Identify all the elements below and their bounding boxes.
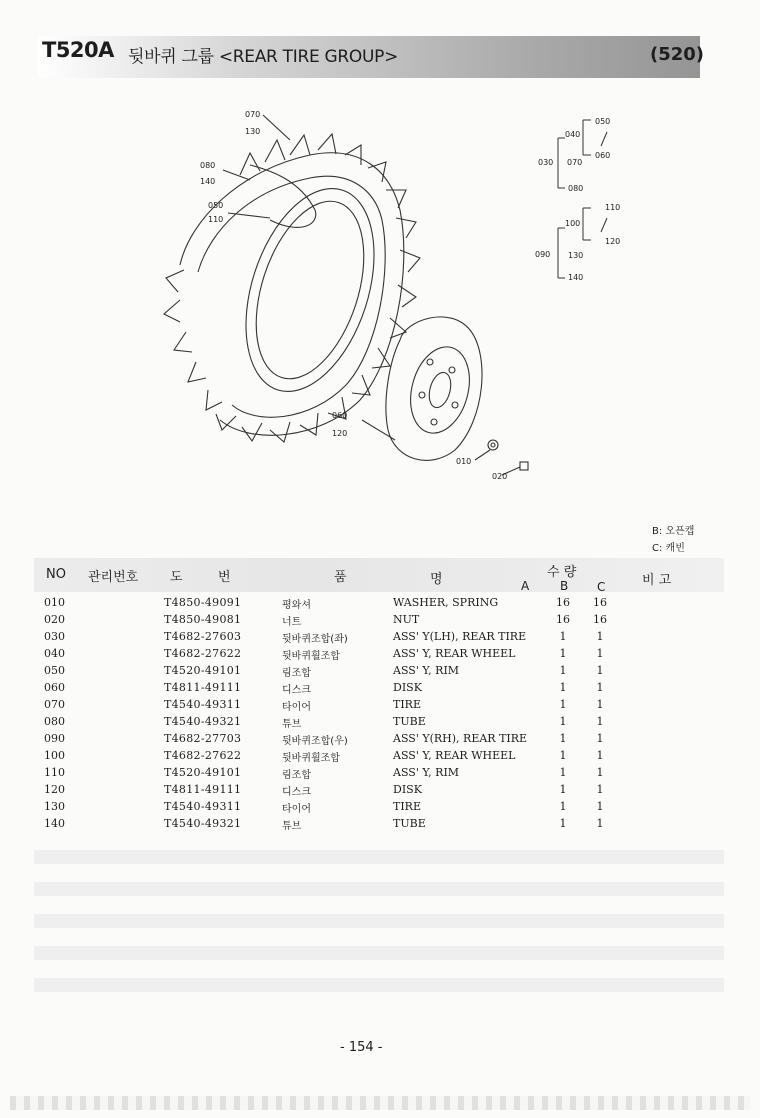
cell-qty-b: 16 [556, 613, 570, 626]
cell-name-en: WASHER, SPRING [393, 596, 499, 609]
cell-no: 020 [44, 613, 65, 626]
cell-name-kr: 타이어 [282, 804, 311, 815]
cell-no: 060 [44, 681, 65, 694]
cell-no: 110 [44, 766, 65, 779]
tree1-root: 030 [538, 158, 554, 167]
header-qty-b: B [560, 579, 569, 593]
group-code: (520) [650, 44, 705, 65]
tree2-120: 120 [605, 237, 621, 246]
cell-qty-b: 1 [559, 715, 567, 728]
callout-110: 110 [208, 215, 224, 224]
empty-row-band [34, 914, 724, 928]
cell-name-en: TIRE [393, 698, 421, 711]
cell-qty-b: 1 [559, 647, 567, 660]
cell-part-no: T4682-27622 [164, 749, 242, 762]
cell-qty-c: 1 [596, 647, 604, 660]
cell-name-en: ASS' Y, REAR WHEEL [393, 749, 516, 762]
cell-name-kr: 뒷바퀴휠조합 [282, 753, 340, 764]
cell-name-en: ASS' Y, RIM [393, 664, 460, 677]
cell-qty-b: 16 [556, 596, 570, 609]
table-row [0, 681, 760, 698]
cell-no: 050 [44, 664, 65, 677]
cell-qty-b: 1 [559, 732, 567, 745]
cell-part-no: T4811-49111 [164, 783, 242, 796]
cell-name-en: ASS' Y(RH), REAR TIRE [393, 732, 528, 745]
cell-qty-b: 1 [559, 783, 567, 796]
cell-name-kr: 뒷바퀴조합(좌) [282, 634, 348, 645]
cell-name-kr: 디스크 [282, 685, 311, 696]
table-row [0, 800, 760, 817]
cell-name-kr: 디스크 [282, 787, 311, 798]
cell-qty-c: 16 [593, 596, 607, 609]
cell-name-en: TUBE [393, 715, 426, 728]
cell-qty-c: 1 [596, 681, 604, 694]
cell-qty-c: 1 [596, 664, 604, 677]
cell-part-no: T4540-49311 [164, 698, 242, 711]
table-row [0, 613, 760, 630]
empty-row-band [34, 882, 724, 896]
cell-name-kr: 림조합 [282, 668, 311, 679]
table-row [0, 817, 760, 834]
cell-qty-c: 1 [596, 630, 604, 643]
cell-part-no: T4540-49321 [164, 817, 242, 830]
header-qty-a: A [521, 579, 530, 593]
cell-name-kr: 평와셔 [282, 600, 311, 611]
callout-080: 080 [200, 161, 216, 170]
tree1-070: 070 [567, 158, 583, 167]
cell-name-kr: 뒷바퀴조합(우) [282, 736, 348, 747]
cell-name-en: ASS' Y, REAR WHEEL [393, 647, 516, 660]
cell-no: 140 [44, 817, 65, 830]
tree1-060: 060 [595, 151, 611, 160]
cell-qty-c: 16 [593, 613, 607, 626]
legend-c: C: 캐빈 [652, 543, 685, 554]
cell-qty-c: 1 [596, 800, 604, 813]
cell-part-no: T4811-49111 [164, 681, 242, 694]
cell-no: 120 [44, 783, 65, 796]
cell-name-kr: 타이어 [282, 702, 311, 713]
callout-140: 140 [200, 177, 216, 186]
callout-020: 020 [492, 472, 508, 481]
cell-part-no: T4682-27622 [164, 647, 242, 660]
header-mgmt-no: 관리번호 [88, 570, 139, 585]
cell-name-kr: 튜브 [282, 821, 302, 832]
tree2-130: 130 [568, 251, 584, 260]
cell-part-no: T4520-49101 [164, 664, 242, 677]
callout-010: 010 [456, 457, 472, 466]
cell-qty-c: 1 [596, 766, 604, 779]
cell-no: 080 [44, 715, 65, 728]
cell-name-kr: 림조합 [282, 770, 311, 781]
cell-part-no: T4682-27603 [164, 630, 242, 643]
cell-qty-c: 1 [596, 698, 604, 711]
table-row [0, 783, 760, 800]
cell-name-kr: 너트 [282, 617, 302, 628]
header-no: NO [46, 567, 66, 582]
header-myeong: 명 [430, 572, 443, 587]
table-row [0, 647, 760, 664]
cell-name-en: DISK [393, 783, 422, 796]
empty-row-band [34, 850, 724, 864]
cell-no: 030 [44, 630, 65, 643]
legend-b: B: 오픈캡 [652, 526, 695, 537]
model-name: T520A [42, 38, 114, 62]
cell-part-no: T4540-49321 [164, 715, 242, 728]
cell-part-no: T4682-27703 [164, 732, 242, 745]
cell-qty-c: 1 [596, 749, 604, 762]
empty-row-band [34, 978, 724, 992]
empty-row-band [34, 946, 724, 960]
cell-part-no: T4850-49081 [164, 613, 242, 626]
scan-artifact-band [10, 1096, 750, 1110]
cell-qty-b: 1 [559, 630, 567, 643]
header-beon: 번 [218, 570, 231, 585]
cell-qty-c: 1 [596, 783, 604, 796]
cell-qty-b: 1 [559, 749, 567, 762]
header-do: 도 [170, 570, 183, 585]
cell-name-kr: 튜브 [282, 719, 302, 730]
cell-qty-b: 1 [559, 698, 567, 711]
cell-name-en: ASS' Y(LH), REAR TIRE [393, 630, 527, 643]
callout-050: 050 [208, 201, 224, 210]
header-pum: 품 [334, 570, 347, 585]
cell-qty-c: 1 [596, 817, 604, 830]
tree1-040: 040 [565, 130, 581, 139]
cell-no: 130 [44, 800, 65, 813]
tree1-050: 050 [595, 117, 611, 126]
callout-120: 120 [332, 429, 348, 438]
cell-qty-b: 1 [559, 817, 567, 830]
cell-no: 070 [44, 698, 65, 711]
header-qty: 수 량 [547, 565, 577, 580]
cell-qty-b: 1 [559, 664, 567, 677]
cell-no: 010 [44, 596, 65, 609]
cell-no: 100 [44, 749, 65, 762]
cell-name-en: DISK [393, 681, 422, 694]
table-row [0, 766, 760, 783]
cell-part-no: T4540-49311 [164, 800, 242, 813]
cell-name-kr: 뒷바퀴휠조합 [282, 651, 340, 662]
tree2-100: 100 [565, 219, 581, 228]
table-row [0, 749, 760, 766]
table-row [0, 698, 760, 715]
callout-070: 070 [245, 110, 261, 119]
cell-part-no: T4520-49101 [164, 766, 242, 779]
cell-no: 090 [44, 732, 65, 745]
tree2-110: 110 [605, 203, 621, 212]
cell-name-en: NUT [393, 613, 420, 626]
table-row [0, 630, 760, 647]
table-row [0, 732, 760, 749]
header-qty-c: C [597, 580, 606, 594]
page-number: - 154 - [340, 1040, 383, 1055]
cell-no: 040 [44, 647, 65, 660]
cell-name-en: ASS' Y, RIM [393, 766, 460, 779]
cell-qty-b: 1 [559, 800, 567, 813]
callout-060: 060 [332, 411, 348, 420]
table-row [0, 664, 760, 681]
tree2-root: 090 [535, 250, 551, 259]
tree2-140: 140 [568, 273, 584, 282]
cell-qty-b: 1 [559, 766, 567, 779]
cell-name-en: TUBE [393, 817, 426, 830]
header-remark: 비 고 [642, 573, 672, 588]
page-title: 뒷바퀴 그룹 <REAR TIRE GROUP> [128, 47, 399, 67]
callout-130: 130 [245, 127, 261, 136]
tree1-080: 080 [568, 184, 584, 193]
cell-qty-b: 1 [559, 681, 567, 694]
cell-name-en: TIRE [393, 800, 421, 813]
table-row [0, 715, 760, 732]
cell-part-no: T4850-49091 [164, 596, 242, 609]
cell-qty-c: 1 [596, 715, 604, 728]
table-row [0, 596, 760, 613]
cell-qty-c: 1 [596, 732, 604, 745]
